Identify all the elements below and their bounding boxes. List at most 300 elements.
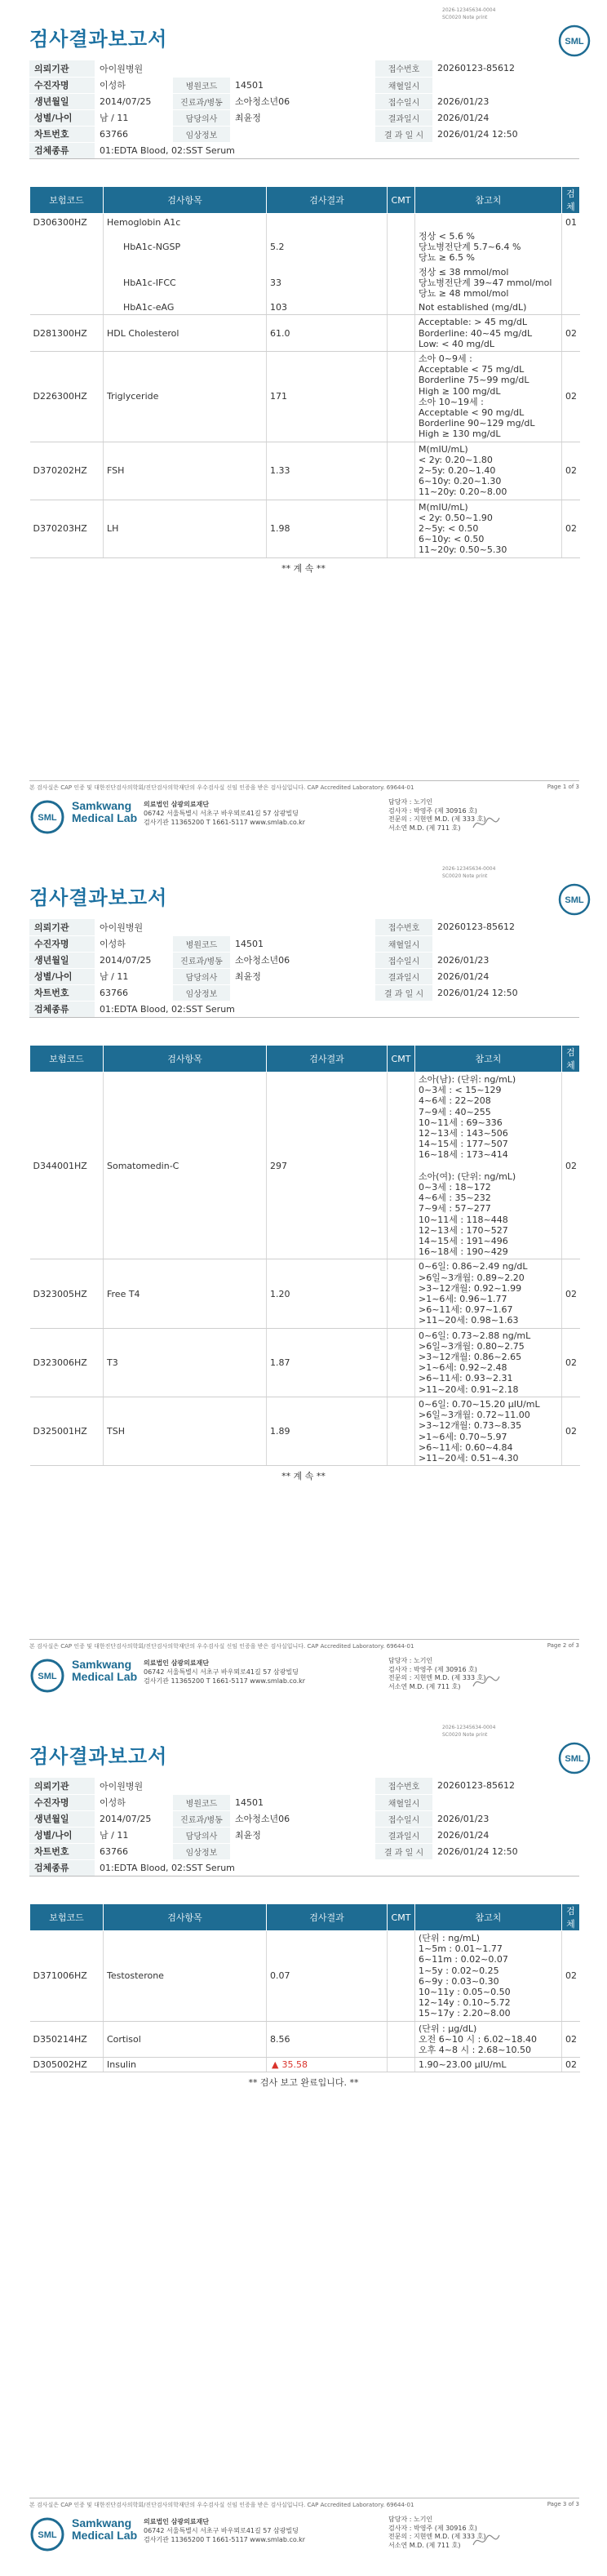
continued-text: ** 계 속 ** — [281, 1471, 326, 1481]
row-code: D323006HZ — [30, 1328, 104, 1397]
results-table — [29, 1045, 580, 1466]
value-sex-age: 남 / 11 — [95, 1827, 173, 1843]
label-result-date: 결과일시 — [375, 968, 432, 984]
label-chart: 차트번호 — [29, 1843, 95, 1859]
row-spec: 02 — [562, 2021, 580, 2058]
row-code: D226300HZ — [30, 352, 104, 442]
table-row — [30, 265, 580, 301]
row-spec: 02 — [562, 442, 580, 500]
row-code — [30, 300, 104, 315]
row-item — [104, 315, 267, 352]
row-item — [104, 229, 267, 265]
value-birth: 2014/07/25 — [95, 1810, 173, 1827]
value-spec: 01:EDTA Blood, 02:SST Serum — [95, 1001, 579, 1017]
label-receipt-date: 접수일시 — [375, 93, 432, 109]
page-number: Page 2 of 3 — [547, 1642, 579, 1649]
label-hospital-code: 병원코드 — [173, 77, 230, 93]
signer-3: 전문의 : 지현엔 M.D. (제 333 호) — [388, 1674, 486, 1681]
print-label: SC0020 Note print — [442, 1732, 488, 1738]
row-spec — [562, 229, 580, 265]
col-header-ref: 참고치 — [415, 1904, 562, 1931]
row-item — [104, 265, 267, 301]
patient-info-table — [29, 1778, 579, 1876]
value-doctor: 최윤정 — [230, 1827, 375, 1843]
row-reference: Not established (mg/dL) — [415, 300, 562, 315]
svg-text:SML: SML — [38, 2530, 57, 2540]
row-item — [104, 214, 267, 230]
value-birth: 2014/07/25 — [95, 93, 173, 109]
row-result-value: 5.2 — [270, 242, 285, 253]
row-result — [267, 500, 388, 557]
results-header-row — [30, 187, 580, 214]
row-cmt — [388, 1328, 415, 1397]
signer-2: 검사자 : 박영주 (제 30916 호) — [388, 806, 477, 815]
value-result-time: 2026/01/24 12:50 — [432, 984, 579, 1001]
row-result — [267, 214, 388, 230]
row-code: D306300HZ — [30, 214, 104, 230]
row-cmt — [388, 300, 415, 315]
footer-notice: 본 검사실은 CAP 인증 및 대한진단검사의학회/진단검사의학재단의 우수검사실 신임 인증을 받은 검사실입니다. CAP Accredited Laboratory. 69644-01 — [29, 784, 414, 791]
signer-1: 담당자 : 노기인 — [388, 1657, 433, 1664]
lab-addr: 06742 서울특별시 서초구 바우뫼로41길 57 삼광빌딩 — [144, 1668, 299, 1676]
row-result-value: 61.0 — [270, 327, 290, 339]
label-dept: 진료과/병동 — [173, 93, 230, 109]
value-patient: 이성하 — [95, 935, 173, 952]
row-result — [267, 2058, 388, 2072]
lab-name-line1: Samkwang — [72, 1658, 132, 1671]
label-patient: 수진자명 — [29, 935, 95, 952]
value-hospital-code: 14501 — [230, 77, 375, 93]
row-cmt — [388, 2021, 415, 2058]
row-spec: 02 — [562, 1931, 580, 2022]
footer-notice-row — [29, 784, 579, 792]
col-header-result: 검사결과 — [267, 1046, 388, 1073]
row-item — [104, 500, 267, 557]
row-item — [104, 1073, 267, 1259]
row-reference: 정상 < 5.6 % 당뇨병전단계 5.7~6.4 % 당뇨 ≥ 6.5 % — [415, 229, 562, 265]
label-sex-age: 성별/나이 — [29, 109, 95, 126]
row-reference: 소아(남): (단위: ng/mL) 0~3세 : < 15~129 4~6세 : 22~208 7~9세 : 40~255 10~11세 : 69~336 12~13세 : 143~506 14~15세 : 177~507 16~18세 : 173~414 소아(여): (단위: ng/mL) 0~3세 : 18~172 4~6세 : 35~232 7~9세 : 57~277 10~11세 : 118~448 12~13세 : 170~527 14~15세 : 191~496 16~18세 : 190~429 — [415, 1073, 562, 1259]
lab-name-line2: Medical Lab — [72, 1670, 138, 1683]
row-item — [104, 1328, 267, 1397]
patient-info-table — [29, 60, 579, 159]
signature-icon — [470, 1670, 503, 1693]
report-title: 검사결과보고서 — [29, 886, 168, 909]
row-item-name: HDL Cholesterol — [107, 327, 179, 339]
row-item-name: Somatomedin-C — [107, 1160, 179, 1171]
row-item-name: HbA1c-eAG — [123, 302, 175, 313]
high-flag-icon: ▲ — [272, 2059, 279, 2071]
value-receipt-date: 2026/01/23 — [432, 1810, 579, 1827]
footer-divider — [29, 780, 579, 781]
label-birth: 생년월일 — [29, 93, 95, 109]
row-code: D344001HZ — [30, 1073, 104, 1259]
row-item-name: Cortisol — [107, 2033, 141, 2045]
row-result — [267, 1073, 388, 1259]
label-doctor: 담당의사 — [173, 109, 230, 126]
row-cmt — [388, 2058, 415, 2072]
value-receipt-date: 2026/01/23 — [432, 952, 579, 968]
results-header-row — [30, 1904, 580, 1931]
value-hospital-code: 14501 — [230, 935, 375, 952]
label-hospital-code: 병원코드 — [173, 935, 230, 952]
row-result-value: 1.20 — [270, 1288, 290, 1299]
row-spec: 02 — [562, 315, 580, 352]
value-dept: 소아청소년06 — [230, 952, 375, 968]
row-result — [267, 1931, 388, 2022]
row-cmt — [388, 352, 415, 442]
sml-logo-icon — [558, 24, 591, 57]
row-result — [267, 265, 388, 301]
signer-3: 전문의 : 지현엔 M.D. (제 333 호) — [388, 2533, 486, 2540]
lab-name — [72, 1659, 137, 1683]
value-sex-age: 남 / 11 — [95, 968, 173, 984]
value-institution: 아이원병원 — [95, 919, 308, 935]
value-result-date: 2026/01/24 — [432, 1827, 579, 1843]
col-header-spec: 검체 — [562, 1046, 580, 1073]
value-clinical — [230, 1843, 375, 1859]
svg-text:SML: SML — [38, 813, 57, 823]
table-row — [30, 1328, 580, 1397]
lab-name — [72, 800, 137, 824]
value-receipt-no: 20260123-85612 — [432, 919, 579, 935]
row-item-name: HbA1c-NGSP — [123, 242, 181, 253]
label-collection-date: 채혈일시 — [375, 1794, 432, 1810]
lab-address — [144, 2517, 305, 2544]
row-cmt — [388, 265, 415, 301]
col-header-code: 보험코드 — [30, 187, 104, 214]
value-receipt-date: 2026/01/23 — [432, 93, 579, 109]
results-header-row — [30, 1046, 580, 1073]
report-page-2 — [0, 859, 607, 1717]
row-result-value: 297 — [270, 1160, 287, 1171]
row-result — [267, 1328, 388, 1397]
value-sex-age: 남 / 11 — [95, 109, 173, 126]
col-header-code: 보험코드 — [30, 1046, 104, 1073]
row-item — [104, 2021, 267, 2058]
row-item — [104, 300, 267, 315]
label-institution: 의뢰기관 — [29, 60, 95, 77]
table-row — [30, 1073, 580, 1259]
lab-footer — [29, 1654, 579, 1699]
signer-1: 담당자 : 노기인 — [388, 798, 433, 806]
row-item-name: FSH — [107, 465, 125, 477]
footer-notice-row — [29, 2501, 579, 2509]
table-row — [30, 300, 580, 315]
row-code: D305002HZ — [30, 2058, 104, 2072]
label-receipt-no: 접수번호 — [375, 1778, 432, 1794]
lab-name-line2: Medical Lab — [72, 2529, 138, 2542]
lab-name-line1: Samkwang — [72, 799, 132, 812]
row-result-value: 1.98 — [270, 523, 290, 535]
row-item — [104, 2058, 267, 2072]
row-item-name: Testosterone — [107, 1970, 164, 1982]
label-collection-date: 채혈일시 — [375, 935, 432, 952]
row-reference: 소아 0~9세 : Acceptable < 75 mg/dL Borderline 75~99 mg/dL High ≥ 100 mg/dL 소아 10~19세 : Acceptable < 90 mg/dL Borderline 90~129 mg/dL High ≥ 130 mg/dL — [415, 352, 562, 442]
label-patient: 수진자명 — [29, 77, 95, 93]
table-row — [30, 315, 580, 352]
sml-logo-icon — [558, 1742, 591, 1774]
row-spec — [562, 265, 580, 301]
value-hospital-code: 14501 — [230, 1794, 375, 1810]
label-chart: 차트번호 — [29, 984, 95, 1001]
signature-icon — [470, 811, 503, 834]
row-reference: Acceptable: > 45 mg/dL Borderline: 40~45 mg/dL Low: < 40 mg/dL — [415, 315, 562, 352]
lab-name-line2: Medical Lab — [72, 811, 138, 824]
table-row — [30, 2021, 580, 2058]
row-cmt — [388, 1259, 415, 1328]
footer-notice: 본 검사실은 CAP 인증 및 대한진단검사의학회/진단검사의학재단의 우수검사실 신임 인증을 받은 검사실입니다. CAP Accredited Laboratory. 69644-01 — [29, 2502, 414, 2508]
report-page-3 — [0, 1717, 607, 2576]
value-patient: 이성하 — [95, 77, 173, 93]
row-spec: 02 — [562, 1259, 580, 1328]
row-code: D371006HZ — [30, 1931, 104, 2022]
row-result-value: 1.33 — [270, 465, 290, 477]
value-spec: 01:EDTA Blood, 02:SST Serum — [95, 142, 579, 158]
row-result-value: 103 — [270, 302, 287, 313]
label-receipt-date: 접수일시 — [375, 1810, 432, 1827]
signer-3: 전문의 : 지현엔 M.D. (제 333 호) — [388, 815, 486, 823]
row-item-name: LH — [107, 523, 119, 535]
value-institution: 아이원병원 — [95, 60, 308, 77]
print-code — [442, 1724, 521, 1739]
value-birth: 2014/07/25 — [95, 952, 173, 968]
label-result-time: 결 과 일 시 — [375, 984, 432, 1001]
col-header-spec: 검체 — [562, 1904, 580, 1931]
value-receipt-no: 20260123-85612 — [432, 1778, 579, 1794]
footer-divider — [29, 1639, 579, 1640]
row-result-value: 33 — [270, 277, 281, 288]
footer-notice-row — [29, 1642, 579, 1650]
col-header-cmt: CMT — [388, 187, 415, 214]
row-cmt — [388, 315, 415, 352]
row-result-value: 8.56 — [270, 2033, 290, 2045]
lab-contact: 검사기관 11365200 T 1661-5117 www.smlab.co.kr — [144, 819, 306, 826]
results-table — [29, 186, 580, 558]
signer-4: 서소연 M.D. (제 711 호) — [388, 2541, 461, 2549]
row-reference: 1.90~23.00 μIU/mL — [415, 2058, 562, 2072]
label-dept: 진료과/병동 — [173, 1810, 230, 1827]
row-result — [267, 442, 388, 500]
signer-2: 검사자 : 박영주 (제 30916 호) — [388, 2524, 477, 2532]
row-result — [267, 1397, 388, 1465]
row-item-name: HbA1c-IFCC — [123, 277, 176, 288]
row-reference: M(mIU/mL) < 2y: 0.20~1.80 2~5y: 0.20~1.40 6~10y: 0.20~1.30 11~20y: 0.20~8.00 — [415, 442, 562, 500]
row-item — [104, 1397, 267, 1465]
label-institution: 의뢰기관 — [29, 1778, 95, 1794]
row-cmt — [388, 214, 415, 230]
row-result-value: 35.58 — [281, 2059, 308, 2071]
value-result-date: 2026/01/24 — [432, 968, 579, 984]
value-result-date: 2026/01/24 — [432, 109, 579, 126]
col-header-item: 검사항목 — [104, 1046, 267, 1073]
row-code: D350214HZ — [30, 2021, 104, 2058]
label-clinical: 임상정보 — [173, 126, 230, 142]
lab-addr: 06742 서울특별시 서초구 바우뫼로41길 57 삼광빌딩 — [144, 2527, 299, 2534]
svg-text:SML: SML — [38, 1672, 57, 1681]
row-result — [267, 315, 388, 352]
table-row — [30, 214, 580, 230]
label-receipt-no: 접수번호 — [375, 919, 432, 935]
lab-org: 의료법인 삼광의료재단 — [144, 2518, 210, 2525]
row-cmt — [388, 229, 415, 265]
row-code: D281300HZ — [30, 315, 104, 352]
value-collection-date — [432, 77, 579, 93]
continued-text: ** 계 속 ** — [281, 563, 326, 574]
print-code — [442, 7, 521, 21]
value-dept: 소아청소년06 — [230, 93, 375, 109]
row-reference: 0~6일: 0.86~2.49 ng/dL >6일~3개월: 0.89~2.20 >3~12개월: 0.92~1.99 >1~6세: 0.96~1.77 >6~11세: 0.97~1.67 >11~20세: 0.98~1.63 — [415, 1259, 562, 1328]
print-label: SC0020 Note print — [442, 15, 488, 20]
row-item — [104, 442, 267, 500]
value-collection-date — [432, 935, 579, 952]
row-code: D370202HZ — [30, 442, 104, 500]
label-result-time: 결 과 일 시 — [375, 126, 432, 142]
row-code — [30, 229, 104, 265]
row-cmt — [388, 1073, 415, 1259]
row-code: D323005HZ — [30, 1259, 104, 1328]
col-header-ref: 참고치 — [415, 1046, 562, 1073]
report-page-1 — [0, 0, 607, 859]
row-item — [104, 1931, 267, 2022]
svg-text:SML: SML — [565, 37, 584, 47]
lab-org: 의료법인 삼광의료재단 — [144, 801, 210, 808]
label-birth: 생년월일 — [29, 1810, 95, 1827]
row-spec: 02 — [562, 1328, 580, 1397]
value-doctor: 최윤정 — [230, 109, 375, 126]
row-reference: (단위 : μg/dL) 오전 6~10 시 : 6.02~18.40 오후 4~8 시 : 2.68~10.50 — [415, 2021, 562, 2058]
label-dept: 진료과/병동 — [173, 952, 230, 968]
label-chart: 차트번호 — [29, 126, 95, 142]
row-code: D370203HZ — [30, 500, 104, 557]
signer-1: 담당자 : 노기인 — [388, 2516, 433, 2523]
value-collection-date — [432, 1794, 579, 1810]
table-row — [30, 352, 580, 442]
svg-text:SML: SML — [565, 1754, 584, 1764]
value-chart: 63766 — [95, 126, 173, 142]
label-receipt-no: 접수번호 — [375, 60, 432, 77]
row-item-name: Insulin — [107, 2059, 137, 2071]
signer-4: 서소연 M.D. (제 711 호) — [388, 1682, 461, 1690]
table-row — [30, 2058, 580, 2072]
table-row — [30, 500, 580, 557]
lab-addr: 06742 서울특별시 서초구 바우뫼로41길 57 삼광빌딩 — [144, 810, 299, 817]
value-clinical — [230, 126, 375, 142]
label-institution: 의뢰기관 — [29, 919, 95, 935]
label-result-date: 결과일시 — [375, 1827, 432, 1843]
row-code — [30, 265, 104, 301]
lab-org: 의료법인 삼광의료재단 — [144, 1659, 210, 1667]
row-item-name: TSH — [107, 1426, 125, 1437]
col-header-item: 검사항목 — [104, 1904, 267, 1931]
lab-footer — [29, 795, 579, 841]
value-receipt-no: 20260123-85612 — [432, 60, 579, 77]
label-patient: 수진자명 — [29, 1794, 95, 1810]
row-reference: (단위 : ng/mL) 1~5m : 0.01~1.77 6~11m : 0.02~0.07 1~5y : 0.02~0.25 6~9y : 0.03~0.30 10~11y : 0.05~0.50 12~14y : 0.10~5.72 15~17y : 2.20~8.00 — [415, 1931, 562, 2022]
label-spec: 검체종류 — [29, 142, 95, 158]
row-cmt — [388, 1397, 415, 1465]
label-birth: 생년월일 — [29, 952, 95, 968]
row-result-value: 1.89 — [270, 1426, 290, 1437]
row-reference: 정상 ≤ 38 mmol/mol 당뇨병전단계 39~47 mmol/mol 당뇨 ≥ 48 mmol/mol — [415, 265, 562, 301]
row-item — [104, 352, 267, 442]
row-spec: 02 — [562, 1397, 580, 1465]
lab-contact: 검사기관 11365200 T 1661-5117 www.smlab.co.kr — [144, 1677, 306, 1685]
row-cmt — [388, 442, 415, 500]
row-spec: 02 — [562, 500, 580, 557]
table-row — [30, 1397, 580, 1465]
row-result — [267, 352, 388, 442]
page-number: Page 1 of 3 — [547, 784, 579, 790]
results-table — [29, 1903, 580, 2072]
sml-logo-icon — [558, 883, 591, 916]
value-patient: 이성하 — [95, 1794, 173, 1810]
label-clinical: 임상정보 — [173, 984, 230, 1001]
label-sex-age: 성별/나이 — [29, 1827, 95, 1843]
row-reference: 0~6일: 0.73~2.88 ng/mL >6일~3개월: 0.80~2.75 >3~12개월: 0.86~2.65 >1~6세: 0.92~2.48 >6~11세: 0.93~2.31 >11~20세: 0.91~2.18 — [415, 1328, 562, 1397]
page-number: Page 3 of 3 — [547, 2501, 579, 2507]
col-header-item: 검사항목 — [104, 187, 267, 214]
svg-text:SML: SML — [565, 895, 584, 905]
row-item-name: Hemoglobin A1c — [107, 217, 181, 228]
table-row — [30, 1259, 580, 1328]
signer-2: 검사자 : 박영주 (제 30916 호) — [388, 1665, 477, 1673]
row-reference — [415, 214, 562, 230]
value-chart: 63766 — [95, 984, 173, 1001]
value-dept: 소아청소년06 — [230, 1810, 375, 1827]
row-code: D325001HZ — [30, 1397, 104, 1465]
value-doctor: 최윤정 — [230, 968, 375, 984]
col-header-spec: 검체 — [562, 187, 580, 214]
print-label: SC0020 Note print — [442, 873, 488, 879]
row-spec: 02 — [562, 1073, 580, 1259]
label-receipt-date: 접수일시 — [375, 952, 432, 968]
row-item-name: Triglyceride — [107, 391, 159, 402]
table-row — [30, 229, 580, 265]
report-title: 검사결과보고서 — [29, 28, 168, 51]
row-result — [267, 2021, 388, 2058]
label-result-date: 결과일시 — [375, 109, 432, 126]
label-hospital-code: 병원코드 — [173, 1794, 230, 1810]
row-spec — [562, 300, 580, 315]
label-spec: 검체종류 — [29, 1859, 95, 1876]
table-row — [30, 442, 580, 500]
col-header-cmt: CMT — [388, 1904, 415, 1931]
row-result-value: 1.87 — [270, 1357, 290, 1368]
lab-name — [72, 2517, 137, 2542]
lab-contact: 검사기관 11365200 T 1661-5117 www.smlab.co.kr — [144, 2536, 306, 2543]
col-header-result: 검사결과 — [267, 187, 388, 214]
label-clinical: 임상정보 — [173, 1843, 230, 1859]
row-spec: 02 — [562, 2058, 580, 2072]
row-reference: M(mIU/mL) < 2y: 0.50~1.90 2~5y: < 0.50 6~10y: < 0.50 11~20y: 0.50~5.30 — [415, 500, 562, 557]
footer-notice: 본 검사실은 CAP 인증 및 대한진단검사의학회/진단검사의학재단의 우수검사실 신임 인증을 받은 검사실입니다. CAP Accredited Laboratory. 69644-01 — [29, 1643, 414, 1650]
report-complete-text: ** 검사 보고 완료입니다. ** — [248, 2077, 359, 2088]
value-clinical — [230, 984, 375, 1001]
lab-name-line1: Samkwang — [72, 2516, 132, 2529]
label-doctor: 담당의사 — [173, 968, 230, 984]
label-doctor: 담당의사 — [173, 1827, 230, 1843]
value-spec: 01:EDTA Blood, 02:SST Serum — [95, 1859, 579, 1876]
signer-4: 서소연 M.D. (제 711 호) — [388, 824, 461, 832]
label-result-time: 결 과 일 시 — [375, 1843, 432, 1859]
value-institution: 아이원병원 — [95, 1778, 308, 1794]
table-row — [30, 1931, 580, 2022]
lab-address — [144, 800, 305, 827]
value-result-time: 2026/01/24 12:50 — [432, 1843, 579, 1859]
print-code-number: 2026-12345634-0004 — [442, 866, 496, 872]
col-header-result: 검사결과 — [267, 1904, 388, 1931]
